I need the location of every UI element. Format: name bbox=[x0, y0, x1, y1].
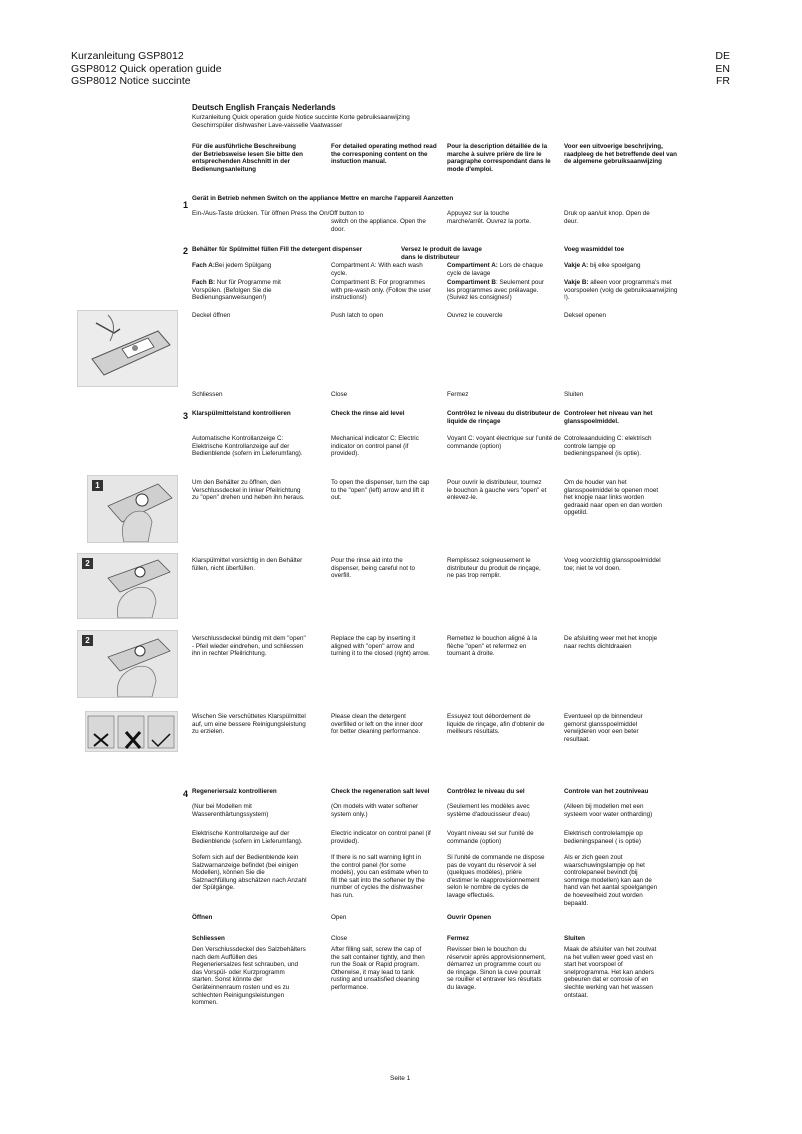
rinse-close-en: Replace the cap by inserting it aligned with "open" arrow and turning it to the closed (right) arrow. bbox=[331, 635, 430, 658]
lead-en: For detailed operating method read the corresponing content on the instuction manual. bbox=[331, 143, 437, 166]
salt-close-nl: Sluiten bbox=[564, 935, 585, 942]
compartment-b-nl bbox=[564, 279, 684, 302]
text: Bei jedem Spülgang bbox=[214, 262, 272, 269]
salt-open-en: Open bbox=[331, 914, 347, 921]
languages-heading: Deutsch English Français Nederlands bbox=[192, 103, 336, 112]
title-en: GSP8012 Quick operation guide bbox=[71, 62, 222, 75]
step-4-title-nl: Controle van het zoutniveau bbox=[564, 788, 649, 795]
compartment-a-de bbox=[192, 262, 307, 270]
rinse-close-de: Verschlussdeckel bündig mit dem "open" - Pfeil wieder eindrehen, und schliessen ihn in rechter Pfeilrichtung. bbox=[192, 635, 306, 658]
step-1-en: switch on the appliance. Open the door. bbox=[331, 218, 426, 233]
salt-models-de: (Nur bei Modellen mit Wasserenthärtungssystem) bbox=[192, 803, 269, 818]
text: Nur für Programme mit Vorspülen. (Befolgen Sie die Bedienungsanweisungen!) bbox=[192, 279, 281, 302]
rinse-wipe-en: Please clean the detergent overfilled or left on the inner door for better cleaning performance. bbox=[331, 713, 424, 736]
salt-close-de: Schliessen bbox=[192, 935, 225, 942]
salt-models-nl: (Alleen bij modellen met een systeem voor water ontharding) bbox=[564, 803, 653, 818]
text: Compartment A: With each wash cycle. bbox=[331, 262, 423, 277]
title-fr: GSP8012 Notice succinte bbox=[71, 75, 191, 87]
code-fr: FR bbox=[716, 75, 730, 87]
salt-estimate-nl: Als er zich geen zout waarschuwingslampje op het controlepaneel bevindt (bij sommige modellen) kan aan de hand van het aantal spoelgangen de hoeveelheid zout worden bepaald. bbox=[564, 854, 658, 907]
rinse-close-nl: De afsluiting weer met het knopje naar rechts dichtdraaien bbox=[564, 635, 658, 650]
step-2-title-nl: Voeg wasmiddel toe bbox=[564, 246, 625, 253]
rinse-close-image bbox=[77, 630, 178, 698]
label: Fach B: bbox=[192, 279, 216, 286]
step-1-title: Gerät in Betrieb nehmen Switch on the appliance Mettre en marche l'appareil Aanzetten bbox=[192, 195, 454, 202]
salt-indicator-fr: Voyant niveau sel sur l'unité de commande (option) bbox=[447, 830, 534, 845]
step-3-title-fr: Contrôlez le niveau du distributeur de liquide de rinçage bbox=[447, 410, 561, 425]
salt-close-en: Close bbox=[331, 935, 348, 942]
open-lid-en: Push latch to open bbox=[331, 312, 384, 319]
compartment-b-en bbox=[331, 279, 431, 302]
open-lid-de: Deckel öffnen bbox=[192, 312, 231, 319]
salt-indicator-en: Electric indicator on control panel (if provided). bbox=[331, 830, 431, 845]
salt-open-de: Öffnen bbox=[192, 914, 213, 921]
label: Vakje A: bbox=[564, 262, 589, 269]
rinse-fill-fr: Remplissez soigneusement le distributeur du produit de rinçage, ne pas trop remplir. bbox=[447, 557, 541, 580]
page-number: Seite 1 bbox=[390, 1075, 411, 1082]
text: : Seulement pour les programmes avec prélavage. (Suivez les consignes!) bbox=[447, 279, 544, 302]
step-1-fr: Appuyez sur la touche marche/arrêt. Ouvrez la porte. bbox=[447, 210, 531, 225]
rinse-open-en: To open the dispenser, turn the cap to the "open" (left) arrow and lift it out. bbox=[331, 479, 430, 502]
rinse-fill-de: Klarspülmittel vorsichtig in den Behälter füllen, nicht überfüllen. bbox=[192, 557, 303, 572]
rinse-indicator-nl: Cotroleaanduiding C: elektrisch controle lampje op bedieningspaneel (is optie). bbox=[564, 435, 652, 458]
salt-cap-fr: Revisser bien le bouchon du réservoir après approvisionnement, démarrez un programme court ou de rinçage. Sinon la cuve pourrait se rouiller et entraver les résultats du lavage. bbox=[447, 946, 546, 991]
rinse-open-image bbox=[87, 475, 178, 543]
salt-estimate-en: If there is no salt warning light in the control panel (for some models), you can estimate when to fill the salt into the softener by the number of cycles the dishwasher has run. bbox=[331, 854, 429, 899]
code-de: DE bbox=[715, 50, 730, 62]
label: Fach A: bbox=[192, 262, 215, 269]
open-lid-nl: Deksel openen bbox=[564, 312, 607, 319]
salt-cap-en: After filling salt, screw the cap of the salt container tightly, and then run the Soak or Rapid program. Otherwise, it may lead to tank rusting and unsatisfied cleaning performance. bbox=[331, 946, 425, 991]
salt-models-fr: (Seulement les modèles avec système d'adoucisseur d'eau) bbox=[447, 803, 530, 818]
title-de: Kurzanleitung GSP8012 bbox=[71, 50, 184, 62]
rinse-open-nl: Om de houder van het glansspoelmiddel te openen moet het knopje naar links worden gedraaid naar open en dan worden opgetild. bbox=[564, 479, 663, 517]
text: Compartment B: For programmes with pre-wash only. (Follow the user instructions!) bbox=[331, 279, 431, 302]
badge-2: 2 bbox=[82, 558, 93, 569]
step-number-1: 1 bbox=[183, 200, 189, 210]
close-lid-de: Schliessen bbox=[192, 391, 223, 398]
compartment-a-nl bbox=[564, 262, 679, 270]
badge-2b: 2 bbox=[82, 635, 93, 646]
text: Lors de chaque cycle de lavage bbox=[447, 262, 544, 277]
rinse-fill-nl: Voeg voorzichtig glansspoelmiddel toe; niet te vol doen. bbox=[564, 557, 661, 572]
salt-close-fr: Fermez bbox=[447, 935, 470, 942]
close-lid-fr: Fermez bbox=[447, 391, 469, 398]
step-4-title-fr: Contrôlez le niveau du sel bbox=[447, 788, 525, 795]
step-3-title-nl: Controleer het niveau van het glansspoelmiddel. bbox=[564, 410, 653, 425]
step-1-de: Ein-/Aus-Taste drücken. Tür öffnen Press the On/Off button to bbox=[192, 210, 364, 217]
intro-line-2: Geschirrspüler dishwasher Lave-vaisselle Vaatwasser bbox=[192, 122, 343, 129]
badge-1: 1 bbox=[92, 480, 103, 491]
rinse-indicator-en: Mechanical indicator C: Electric indicator on control panel (if provided). bbox=[331, 435, 419, 458]
text: alleen voor programma's met voorspoelen (volg de gebruiksaanwijzing !). bbox=[564, 279, 678, 302]
lead-de: Für die ausführliche Beschreibung der Betriebsweise lesen Sie bitte den entsprechenden Abschnitt in der Bedienungsanleitung bbox=[192, 143, 303, 173]
step-4-title-de: Regeneriersalz kontrollieren bbox=[192, 788, 277, 795]
step-number-2: 2 bbox=[183, 246, 189, 256]
rinse-open-fr: Pour ouvrir le distributeur, tournez le bouchon à gauche vers "open" et enlevez-le. bbox=[447, 479, 547, 502]
open-lid-fr: Ouvrez le couvercle bbox=[447, 312, 503, 319]
salt-cap-nl: Maak de afsluiter van het zoutvat na het vullen weer goed vast en start het voorspoel of snelprogramma. Het kan anders gebeuren dat er corrosie of en slechte werking van het wassen ontstaat. bbox=[564, 946, 657, 999]
step-3-title-en: Check the rinse aid level bbox=[331, 410, 405, 417]
text: bij elke spoelgang bbox=[588, 262, 641, 269]
compartment-b-de bbox=[192, 279, 312, 302]
doc-title-block bbox=[71, 50, 222, 88]
rinse-wipe-illustration bbox=[86, 712, 177, 751]
lead-fr: Pour la description détaillée de la marche à suivre prière de lire le paragraphe correspondant dans le mode d'emploi. bbox=[447, 143, 551, 173]
salt-open-fr: Ouvrir Openen bbox=[447, 914, 492, 921]
rinse-indicator-fr: Voyant C: voyant électrique sur l'unité de commande (option) bbox=[447, 435, 561, 450]
step-2-title: Behälter für Spülmittel füllen Fill the detergent dispenser bbox=[192, 246, 363, 253]
step-4-title-en: Check the regeneration salt level bbox=[331, 788, 430, 795]
step-1-nl: Druk op aan/uit knop. Open de deur. bbox=[564, 210, 650, 225]
rinse-wipe-de: Wischen Sie verschüttetes Klarspülmittel auf, um eine bessere Reinigungsleistung zu erzielen. bbox=[192, 713, 306, 736]
code-en: EN bbox=[715, 62, 730, 75]
rinse-wipe-fr: Essuyez tout débordement de liquide de rinçage, afin d'obtenir de meilleurs résultats. bbox=[447, 713, 545, 736]
compartment-b-fr bbox=[447, 279, 547, 302]
close-lid-nl: Sluiten bbox=[564, 391, 584, 398]
intro-line-1: Kurzanleitung Quick operation guide Notice succinte Korte gebruiksaanwijzing bbox=[192, 114, 410, 121]
salt-models-en: (On models with water softener system only.) bbox=[331, 803, 419, 818]
detergent-dispenser-image bbox=[77, 310, 178, 387]
rinse-wipe-nl: Eventueel op de binnendeur gemorst glansspoelmiddel verwijderen voor een beter resultaat. bbox=[564, 713, 643, 743]
rinse-close-fr: Remettez le bouchon aligné à la flèche "open" et refermez en tournant à droite. bbox=[447, 635, 537, 658]
lead-nl: Voor een uitvoerige beschrijving, raadpleeg de het betreffende deel van de algemene gebruiksaanwijzing bbox=[564, 143, 678, 166]
salt-indicator-nl: Elektrisch controlelampje op bedieningspaneel ( is optie) bbox=[564, 830, 643, 845]
rinse-fill-en: Pour the rinse aid into the dispenser, being careful not to overfill. bbox=[331, 557, 416, 580]
dispenser-illustration bbox=[78, 311, 177, 386]
close-lid-en: Close bbox=[331, 391, 348, 398]
rinse-fill-image bbox=[77, 553, 178, 619]
compartment-a-fr bbox=[447, 262, 552, 277]
label: Vakje B: bbox=[564, 279, 589, 286]
salt-estimate-fr: Si l'unité de commande ne dispose pas de voyant du réservoir à sel (quelques modèles), prière d'estimer le réapprovisionnement selon le nombre de cycles de lavage effectués. bbox=[447, 854, 545, 899]
salt-cap-de: Den Verschlussdeckel des Salzbehälters nach dem Auffüllen des Regeneriersalzes fest schrauben, und das Vorspül- oder Kurzprogramm starten. Sonst könnte der Geräteinnenraum rosten und es zu schlechten Reinigungsleistungen kommen. bbox=[192, 946, 306, 1007]
salt-estimate-de: Sofern sich auf der Bedienblende kein Salzwarnanzeige befindet (bei einigen Modellen), können Sie die Salznachfüllung abschätzen nach Anzahl der Spülgänge. bbox=[192, 854, 307, 892]
label: Compartiment A: bbox=[447, 262, 498, 269]
step-number-4: 4 bbox=[183, 789, 189, 799]
rinse-indicator-de: Automatische Kontrollanzeige C: Elektrische Kontrollanzeige auf der Bedienblende (sofern im Lieferumfang). bbox=[192, 435, 303, 458]
salt-indicator-de: Elektrische Kontrollanzeige auf der Bedienblende (sofern im Lieferumfang). bbox=[192, 830, 303, 845]
rinse-wipe-image bbox=[85, 711, 178, 752]
step-number-3: 3 bbox=[183, 411, 189, 421]
language-codes bbox=[715, 50, 730, 88]
step-3-title-de: Klarspülmittelstand kontrollieren bbox=[192, 410, 291, 417]
label: Compartiment B bbox=[447, 279, 496, 286]
compartment-a-en bbox=[331, 262, 426, 277]
rinse-open-de: Um den Behälter zu öffnen, den Verschlussdeckel in linker Pfeilrichtung zu "open" drehen und heben ihn heraus. bbox=[192, 479, 305, 502]
step-2-title-fr: Versez le produit de lavage dans le distributeur bbox=[401, 246, 482, 261]
